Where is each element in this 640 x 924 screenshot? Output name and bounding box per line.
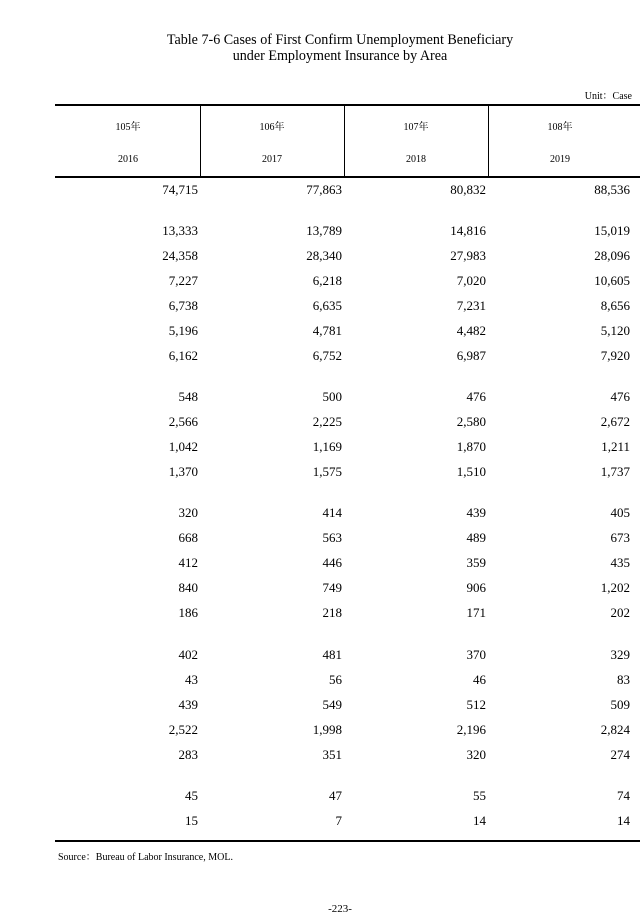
table-row <box>0 813 640 829</box>
column-header-roc-year: 107年 <box>403 122 429 133</box>
table-title-line-1: Table 7-6 Cases of First Confirm Unemployment Beneficiary <box>166 32 514 48</box>
table-row <box>0 298 640 314</box>
table-cell: 4,781 <box>312 323 342 338</box>
table-row <box>0 348 640 364</box>
table-row <box>0 389 640 405</box>
table-row <box>0 414 640 430</box>
table-cell: 548 <box>178 389 198 404</box>
table-cell: 476 <box>466 389 486 404</box>
table-cell: 402 <box>178 647 198 662</box>
column-header-roc-year: 106年 <box>259 122 285 133</box>
table-cell: 283 <box>178 747 198 762</box>
table-cell: 77,863 <box>306 182 342 197</box>
table-cell: 840 <box>178 580 198 595</box>
table-row <box>0 439 640 455</box>
table-row <box>0 273 640 289</box>
table-cell: 74 <box>617 788 630 803</box>
table-cell: 4,482 <box>456 323 486 338</box>
table-cell: 14,816 <box>450 223 486 238</box>
table-cell: 13,789 <box>306 223 342 238</box>
table-cell: 1,169 <box>312 439 342 454</box>
table-cell: 1,202 <box>600 580 630 595</box>
table-cell: 414 <box>322 505 342 520</box>
table-cell: 370 <box>466 647 486 662</box>
table-cell: 435 <box>610 555 630 570</box>
table-cell: 351 <box>322 747 342 762</box>
table-cell: 28,340 <box>306 248 342 263</box>
table-cell: 14 <box>473 813 486 828</box>
table-row <box>0 697 640 713</box>
column-header-roc-year: 105年 <box>115 122 141 133</box>
table-cell: 1,998 <box>312 722 342 737</box>
table-cell: 2,824 <box>600 722 630 737</box>
table-cell: 1,575 <box>312 464 342 479</box>
table-title-line-2: under Employment Insurance by Area <box>232 48 448 64</box>
table-cell: 43 <box>185 672 198 687</box>
table-cell: 320 <box>466 747 486 762</box>
table-cell: 1,211 <box>601 439 630 454</box>
table-cell: 202 <box>610 605 630 620</box>
table-cell: 549 <box>322 697 342 712</box>
unit-label: Unit：Case <box>584 91 632 102</box>
table-cell: 6,738 <box>168 298 198 313</box>
table-row <box>0 530 640 546</box>
table-cell: 439 <box>178 697 198 712</box>
table-cell: 412 <box>178 555 198 570</box>
table-cell: 509 <box>610 697 630 712</box>
table-cell: 7,231 <box>456 298 486 313</box>
table-cell: 446 <box>322 555 342 570</box>
table-row <box>0 788 640 804</box>
table-cell: 88,536 <box>594 182 630 197</box>
table-cell: 6,162 <box>168 348 198 363</box>
table-cell: 47 <box>329 788 342 803</box>
table-row <box>0 555 640 571</box>
table-cell: 2,580 <box>456 414 486 429</box>
column-header-roc-year: 108年 <box>547 122 573 133</box>
table-cell: 439 <box>466 505 486 520</box>
column-header-ad-year: 2018 <box>406 154 426 165</box>
table-cell: 186 <box>178 605 198 620</box>
table-cell: 8,656 <box>600 298 630 313</box>
table-cell: 405 <box>610 505 630 520</box>
source-note: Source：Bureau of Labor Insurance, MOL. <box>58 852 233 863</box>
column-header-ad-year: 2017 <box>262 154 282 165</box>
table-bottom-rule <box>55 840 640 842</box>
table-cell: 46 <box>473 672 486 687</box>
table-row <box>0 672 640 688</box>
table-cell: 481 <box>322 647 342 662</box>
table-cell: 1,870 <box>456 439 486 454</box>
table-cell: 274 <box>610 747 630 762</box>
table-row <box>0 182 640 198</box>
table-cell: 749 <box>322 580 342 595</box>
table-cell: 55 <box>473 788 486 803</box>
table-row <box>0 580 640 596</box>
column-header-2019 <box>488 105 632 176</box>
table-cell: 14 <box>617 813 630 828</box>
table-cell: 1,510 <box>456 464 486 479</box>
table-row <box>0 464 640 480</box>
table-row <box>0 223 640 239</box>
table-cell: 2,225 <box>312 414 342 429</box>
table-cell: 74,715 <box>162 182 198 197</box>
table-row <box>0 647 640 663</box>
table-row <box>0 248 640 264</box>
table-cell: 218 <box>322 605 342 620</box>
table-cell: 563 <box>322 530 342 545</box>
table-cell: 5,120 <box>600 323 630 338</box>
table-cell: 27,983 <box>450 248 486 263</box>
table-cell: 28,096 <box>594 248 630 263</box>
table-cell: 1,737 <box>600 464 630 479</box>
table-cell: 80,832 <box>450 182 486 197</box>
table-cell: 673 <box>610 530 630 545</box>
table-cell: 83 <box>617 672 630 687</box>
table-row <box>0 323 640 339</box>
table-cell: 6,635 <box>312 298 342 313</box>
table-header-rule <box>55 176 640 178</box>
table-cell: 10,605 <box>594 273 630 288</box>
table-cell: 13,333 <box>162 223 198 238</box>
table-cell: 1,042 <box>168 439 198 454</box>
table-cell: 489 <box>466 530 486 545</box>
table-cell: 24,358 <box>162 248 198 263</box>
table-cell: 7,020 <box>456 273 486 288</box>
table-cell: 476 <box>610 389 630 404</box>
table-cell: 7 <box>335 813 342 828</box>
table-cell: 6,987 <box>456 348 486 363</box>
table-cell: 6,218 <box>312 273 342 288</box>
table-cell: 15,019 <box>594 223 630 238</box>
table-cell: 320 <box>178 505 198 520</box>
table-cell: 500 <box>322 389 342 404</box>
table-cell: 359 <box>466 555 486 570</box>
table-cell: 668 <box>178 530 198 545</box>
table-cell: 171 <box>466 605 486 620</box>
table-cell: 906 <box>466 580 486 595</box>
table-cell: 2,196 <box>456 722 486 737</box>
table-cell: 7,227 <box>168 273 198 288</box>
column-header-2017 <box>200 105 344 176</box>
table-cell: 7,920 <box>600 348 630 363</box>
table-cell: 2,522 <box>168 722 198 737</box>
column-header-ad-year: 2016 <box>118 154 138 165</box>
column-header-2016 <box>56 105 200 176</box>
table-cell: 5,196 <box>168 323 198 338</box>
table-cell: 56 <box>329 672 342 687</box>
table-cell: 2,566 <box>168 414 198 429</box>
page-number: -223- <box>328 903 352 915</box>
table-cell: 15 <box>185 813 198 828</box>
table-row <box>0 605 640 621</box>
table-cell: 2,672 <box>600 414 630 429</box>
table-row <box>0 722 640 738</box>
table-cell: 329 <box>610 647 630 662</box>
table-cell: 1,370 <box>168 464 198 479</box>
table-row <box>0 747 640 763</box>
table-row <box>0 505 640 521</box>
table-cell: 45 <box>185 788 198 803</box>
table-cell: 6,752 <box>312 348 342 363</box>
table-cell: 512 <box>466 697 486 712</box>
column-header-ad-year: 2019 <box>550 154 570 165</box>
column-header-2018 <box>344 105 488 176</box>
table-title <box>20 32 640 64</box>
